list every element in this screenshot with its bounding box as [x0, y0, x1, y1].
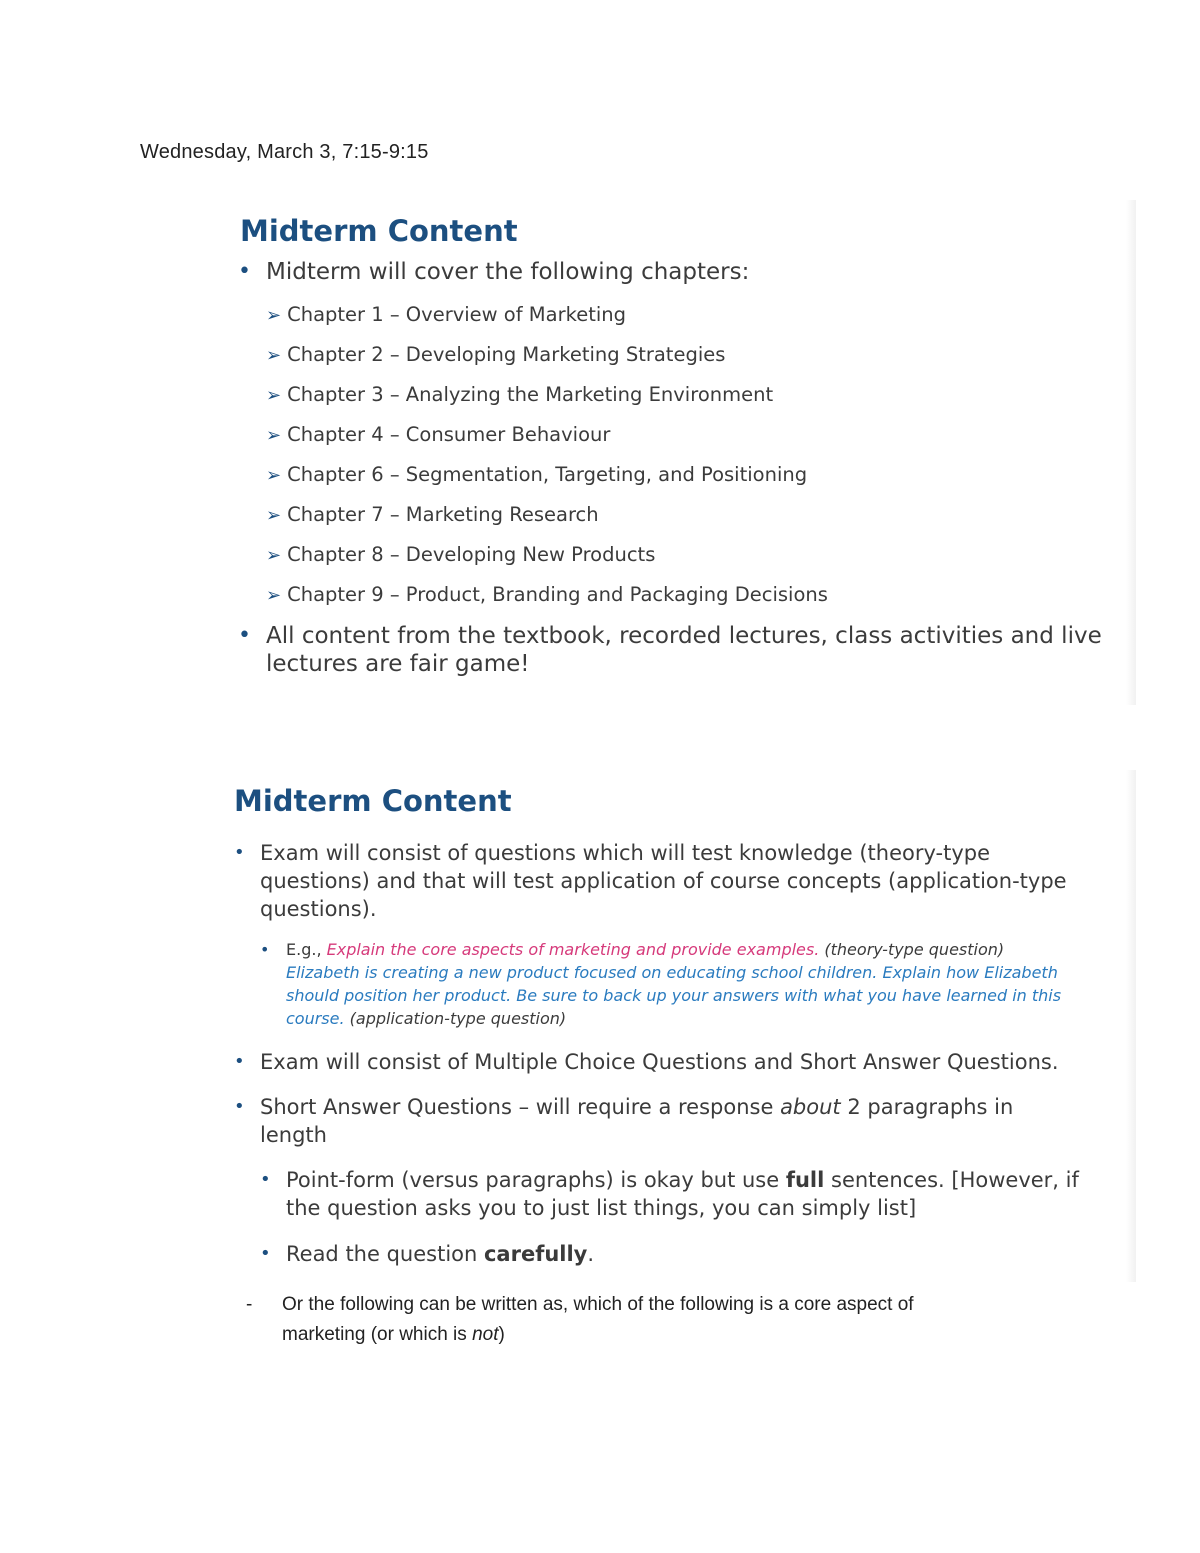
- bullet-text: Point-form (versus paragraphs) is okay but use: [286, 1168, 786, 1192]
- bullet-text-end: sentences. [However, if the question asks you to just list things, you can simply list]: [286, 1168, 1079, 1220]
- dash-marker: -: [246, 1294, 253, 1315]
- arrow-bullet-icon: ➢: [266, 305, 282, 326]
- bullet-dot-icon: •: [260, 1169, 271, 1190]
- chapter-item: [266, 503, 599, 526]
- example-prefix: E.g.,: [286, 940, 327, 959]
- chapter-label: Chapter 3 – Analyzing the Marketing Environment: [287, 383, 774, 406]
- bullet-dot-icon: •: [238, 259, 251, 284]
- bullet-chapters-intro: [238, 258, 1106, 286]
- note-text: [282, 1290, 1002, 1350]
- chapter-item: [266, 423, 610, 446]
- arrow-bullet-icon: ➢: [266, 465, 282, 486]
- emphasis-not: not: [472, 1324, 499, 1345]
- bullet-question-types: [234, 839, 1100, 923]
- chapter-item: [266, 543, 655, 566]
- note-text-end: ): [498, 1324, 505, 1345]
- slide-edge: [1126, 200, 1136, 705]
- slide-midterm-chapters: [214, 200, 1134, 705]
- bullet-text: Midterm will cover the following chapters:: [266, 259, 750, 285]
- sub-bullet-point-form: [260, 1166, 1106, 1222]
- arrow-bullet-icon: ➢: [266, 425, 282, 446]
- bullet-text: Short Answer Questions – will require a response: [260, 1095, 781, 1119]
- bullet-dot-icon: •: [234, 842, 245, 863]
- date-line: Wednesday, March 3, 7:15-9:15: [140, 141, 429, 163]
- bullet-text: Read the question: [286, 1242, 484, 1266]
- example-application-question: Elizabeth is creating a new product focused on educating school children. Explain how Elizabeth should position her product. Be sure to back up your answers with what you have learned in this course.: [286, 963, 1062, 1028]
- chapter-label: Chapter 7 – Marketing Research: [287, 503, 599, 526]
- sub-bullet-read-carefully: [260, 1240, 1106, 1268]
- bullet-dot-icon: •: [234, 1051, 245, 1072]
- emphasis-about: about: [780, 1095, 841, 1119]
- chapter-item: [266, 383, 773, 406]
- example-application-tag: (application-type question): [344, 1009, 567, 1028]
- bullet-short-answer: [234, 1093, 1060, 1149]
- chapter-label: Chapter 1 – Overview of Marketing: [287, 303, 626, 326]
- chapter-item: [266, 303, 626, 326]
- chapter-label: Chapter 4 – Consumer Behaviour: [287, 423, 611, 446]
- arrow-bullet-icon: ➢: [266, 545, 282, 566]
- chapter-label: Chapter 9 – Product, Branding and Packaging Decisions: [287, 583, 828, 606]
- bullet-dot-icon: •: [234, 1096, 245, 1117]
- slide-title: Midterm Content: [240, 214, 518, 248]
- bullet-text: Exam will consist of questions which will test knowledge (theory-type questions) and that will test application of course concepts (application-type questions).: [260, 841, 1067, 921]
- slide-edge: [1126, 770, 1136, 1282]
- bullet-dot-icon: •: [260, 1243, 271, 1264]
- example-theory-question: Explain the core aspects of marketing and provide examples.: [326, 940, 820, 959]
- chapter-label: Chapter 8 – Developing New Products: [287, 543, 656, 566]
- bullet-text-end: 2 paragraphs in length: [260, 1095, 1014, 1147]
- bullet-mcq-short: [234, 1048, 1120, 1076]
- chapter-item: [266, 463, 807, 486]
- bullet-text: All content from the textbook, recorded lectures, class activities and live lectures are fair game!: [266, 623, 1102, 677]
- arrow-bullet-icon: ➢: [266, 585, 282, 606]
- chapter-item: [266, 343, 725, 366]
- bullet-text: Exam will consist of Multiple Choice Questions and Short Answer Questions.: [260, 1050, 1059, 1074]
- arrow-bullet-icon: ➢: [266, 345, 282, 366]
- slide-exam-format: [214, 770, 1134, 1282]
- bullet-fair-game: [238, 622, 1106, 678]
- slide-title: Midterm Content: [234, 784, 512, 818]
- arrow-bullet-icon: ➢: [266, 385, 282, 406]
- example-theory-tag: (theory-type question): [819, 940, 1005, 959]
- chapter-label: Chapter 6 – Segmentation, Targeting, and Positioning: [287, 463, 808, 486]
- bold-full: full: [785, 1168, 825, 1192]
- chapter-item: [266, 583, 828, 606]
- example-questions: [260, 938, 1086, 1030]
- bold-carefully: carefully: [483, 1242, 588, 1266]
- arrow-bullet-icon: ➢: [266, 505, 282, 526]
- note-text-start: Or the following can be written as, which of the following is a core aspect of marketing (or which is: [282, 1294, 914, 1345]
- bullet-text-end: .: [587, 1242, 595, 1266]
- chapter-label: Chapter 2 – Developing Marketing Strategies: [287, 343, 726, 366]
- bullet-dot-icon: •: [260, 940, 270, 959]
- bullet-dot-icon: •: [238, 623, 251, 648]
